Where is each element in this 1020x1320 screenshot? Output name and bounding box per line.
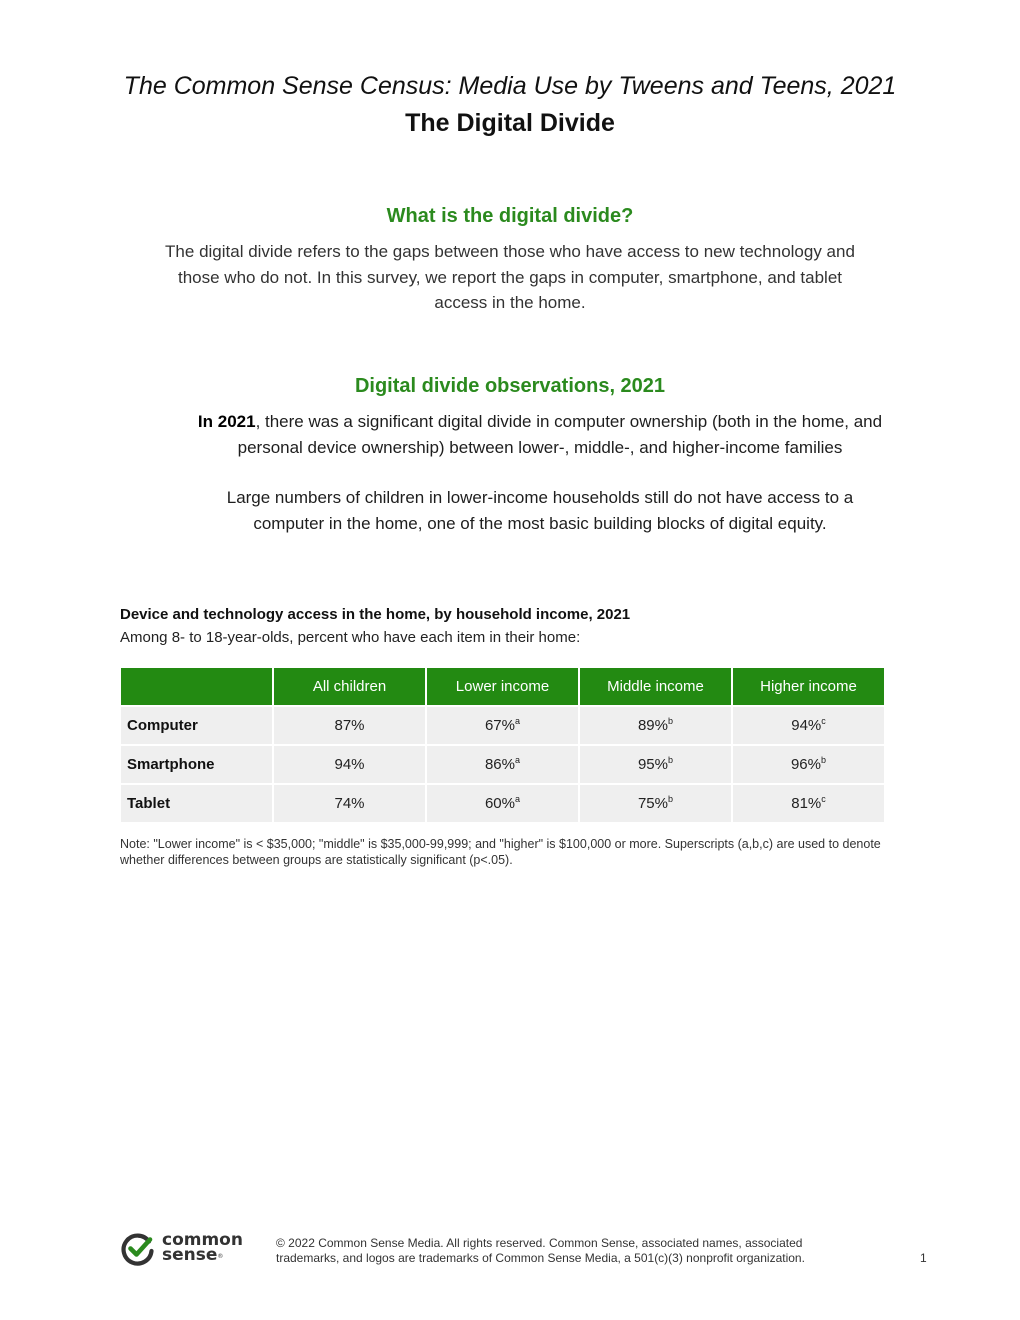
table-title: Device and technology access in the home, by household income, 2021 [120,606,631,623]
observation-text: , there was a significant digital divide in computer ownership (both in the home, and personal device ownership) between lower-, middle-, and higher-income families [237,412,883,457]
table-cell: 75%$^b$ [580,785,731,822]
column-header-higher-income: Higher income [733,668,884,705]
table-cell: 95%$^b$ [580,746,731,783]
table-cell: 96%$^b$ [733,746,884,783]
table-cell: 74% [274,785,425,822]
page-number: 1 [920,1251,927,1265]
logo-word-sense: sense® [162,1245,224,1265]
column-header-lower-income: Lower income [427,668,578,705]
table-cell: 94% [274,746,425,783]
device-access-table [119,666,886,824]
table-cell: 81%$^c$ [733,785,884,822]
observations-heading: Digital divide observations, 2021 [354,375,666,397]
observation-lead: In 2021 [197,412,256,431]
what-is-heading: What is the digital divide? [386,205,634,227]
table-note: Note: "Lower income" is < $35,000; "middle" is $35,000-99,999; and "higher" is $100,000 or more. Superscripts (a,b,c) are used to denote whether differences between groups are statistically significant (p<.05). [120,837,881,867]
document-title: The Common Sense Census: Media Use by Tweens and Teens, 2021 [123,72,897,100]
table-row [121,785,884,822]
document-subtitle: The Digital Divide [405,109,615,137]
what-is-body: The digital divide refers to the gaps between those who have access to new technology and those who do not. In this survey, we report the gaps in computer, smartphone, and tablet access in the home. [165,242,855,312]
common-sense-logo [120,1229,250,1269]
row-label-tablet: Tablet [121,785,272,822]
observation-paragraph-1 [175,409,905,460]
observation-paragraph-2: Large numbers of children in lower-income households still do not have access to a computer in the home, one of the most basic building blocks of digital equity. [226,488,854,533]
column-header-all-children: All children [274,668,425,705]
table-row [121,707,884,744]
table-cell: 87% [274,707,425,744]
table-row [121,746,884,783]
table-cell: 67%$^a$ [427,707,578,744]
row-label-smartphone: Smartphone [121,746,272,783]
logo-word-common: common [162,1230,243,1250]
copyright-notice: © 2022 Common Sense Media. All rights reserved. Common Sense, associated names, associated trademarks, and logos are trademarks of Common Sense Media, a 501(c)(3) nonprofit organization. [276,1236,805,1265]
table-cell: 86%$^a$ [427,746,578,783]
table-cell: 89%$^b$ [580,707,731,744]
column-header-middle-income: Middle income [580,668,731,705]
table-subtitle: Among 8- to 18-year-olds, percent who have each item in their home: [120,629,581,646]
checkmark-circle-icon [120,1231,156,1267]
table-cell: 60%$^a$ [427,785,578,822]
column-header-blank [121,668,272,705]
table-header-row [121,668,884,705]
table-cell: 94%$^c$ [733,707,884,744]
row-label-computer: Computer [121,707,272,744]
